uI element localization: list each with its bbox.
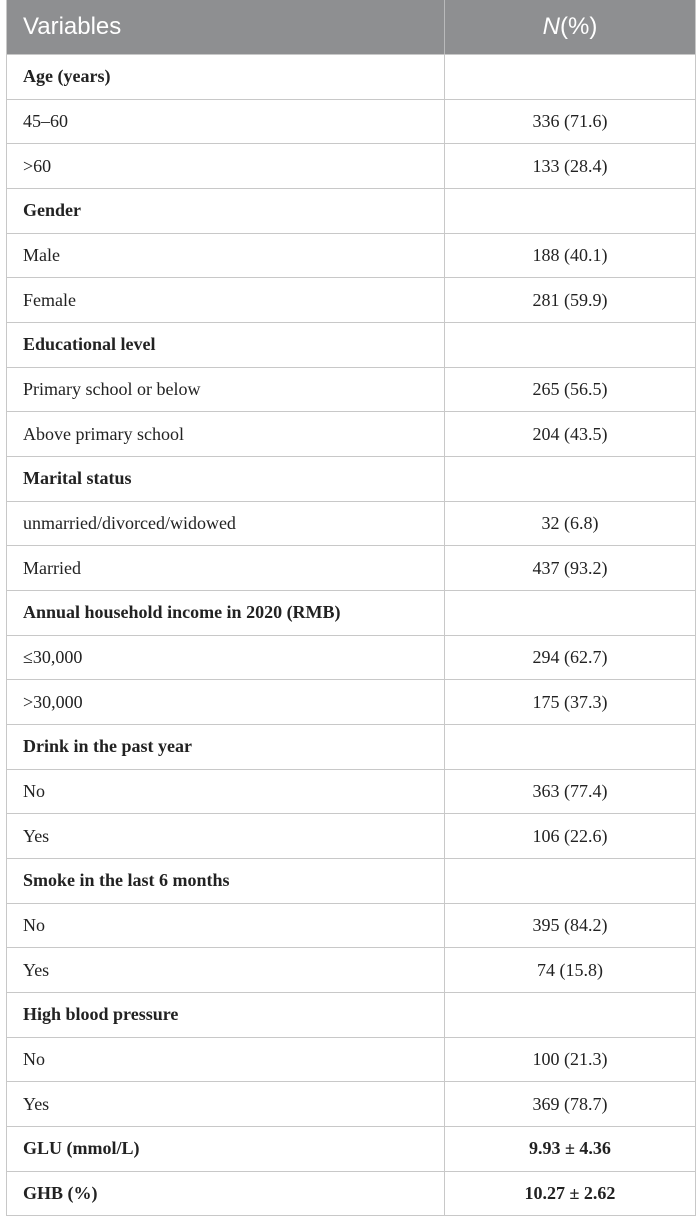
row-value: 336 (71.6) <box>532 111 608 131</box>
row-value: 281 (59.9) <box>532 289 608 310</box>
row-label: Annual household income in 2020 (RMB) <box>7 591 445 635</box>
table-row <box>7 947 695 992</box>
header-variables: Variables <box>7 0 445 54</box>
row-label: Smoke in the last 6 months <box>7 859 445 903</box>
table-row-category <box>7 1171 695 1216</box>
row-label: Drink in the past year <box>7 725 445 769</box>
table-row-category <box>7 188 695 233</box>
table-row-category <box>7 322 695 367</box>
table-row <box>7 411 695 456</box>
table-row-category <box>7 1126 695 1171</box>
row-label: >60 <box>7 144 445 188</box>
row-label: Marital status <box>7 457 445 501</box>
header-n-percent <box>445 0 695 54</box>
row-value <box>445 323 695 367</box>
table-row-category <box>7 456 695 501</box>
table-row <box>7 233 695 278</box>
row-label: High blood pressure <box>7 993 445 1037</box>
table-body <box>7 54 695 1215</box>
row-value: 175 (37.3) <box>532 691 608 712</box>
table-row <box>7 545 695 590</box>
table-row <box>7 635 695 680</box>
row-label: ≤30,000 <box>7 636 445 680</box>
row-value: 369 (78.7) <box>532 1093 608 1114</box>
table-row-category <box>7 54 695 99</box>
row-value: 133 (28.4) <box>532 155 608 176</box>
table-row-category <box>7 724 695 769</box>
row-value <box>445 55 695 99</box>
table-row <box>7 99 695 144</box>
data-table <box>6 0 696 1216</box>
table-header <box>7 0 695 54</box>
row-label: Yes <box>7 814 445 858</box>
row-value <box>445 725 695 769</box>
table-row <box>7 769 695 814</box>
row-label: >30,000 <box>7 680 445 724</box>
table-row <box>7 277 695 322</box>
table-row <box>7 143 695 188</box>
row-label: GLU (mmol/L) <box>7 1127 445 1171</box>
row-value: 100 (21.3) <box>532 1049 608 1070</box>
row-value: 32 (6.8) <box>541 513 599 534</box>
row-label: unmarried/divorced/widowed <box>7 502 445 546</box>
row-value: 74 (15.8) <box>537 959 603 980</box>
row-label: Yes <box>7 948 445 992</box>
row-value: 10.27 ± 2.62 <box>524 1183 616 1204</box>
row-value <box>445 189 695 233</box>
row-label: 45–60 <box>7 100 445 144</box>
row-value <box>445 993 695 1037</box>
row-label: Age (years) <box>7 55 445 99</box>
row-value: 265 (56.5) <box>532 379 608 400</box>
row-value: 294 (62.7) <box>532 647 608 668</box>
row-value <box>445 591 695 635</box>
row-value: 9.93 ± 4.36 <box>529 1138 611 1159</box>
table-row <box>7 813 695 858</box>
table-row-category <box>7 858 695 903</box>
row-value <box>445 859 695 903</box>
row-value: 204 (43.5) <box>532 423 608 444</box>
table-row <box>7 679 695 724</box>
table-row <box>7 1037 695 1082</box>
header-percent: (%) <box>560 13 598 40</box>
table-row <box>7 1081 695 1126</box>
row-value: 106 (22.6) <box>532 825 608 846</box>
row-label: Married <box>7 546 445 590</box>
row-value: 188 (40.1) <box>532 245 608 266</box>
row-label: GHB (%) <box>7 1172 445 1216</box>
table-row <box>7 367 695 412</box>
row-value: 437 (93.2) <box>532 557 608 578</box>
row-label: Female <box>7 278 445 322</box>
row-label: No <box>7 904 445 948</box>
row-value: 363 (77.4) <box>532 781 608 802</box>
row-label: Yes <box>7 1082 445 1126</box>
row-label: Educational level <box>7 323 445 367</box>
row-label: Above primary school <box>7 412 445 456</box>
row-label: No <box>7 1038 445 1082</box>
row-label: Gender <box>7 189 445 233</box>
row-label: Primary school or below <box>7 368 445 412</box>
table-row <box>7 903 695 948</box>
header-n-symbol: N <box>542 13 560 40</box>
row-label: No <box>7 770 445 814</box>
table-row <box>7 501 695 546</box>
row-label: Male <box>7 234 445 278</box>
table-row-category <box>7 992 695 1037</box>
row-value <box>445 457 695 501</box>
table-row-category <box>7 590 695 635</box>
row-value: 395 (84.2) <box>532 915 608 936</box>
